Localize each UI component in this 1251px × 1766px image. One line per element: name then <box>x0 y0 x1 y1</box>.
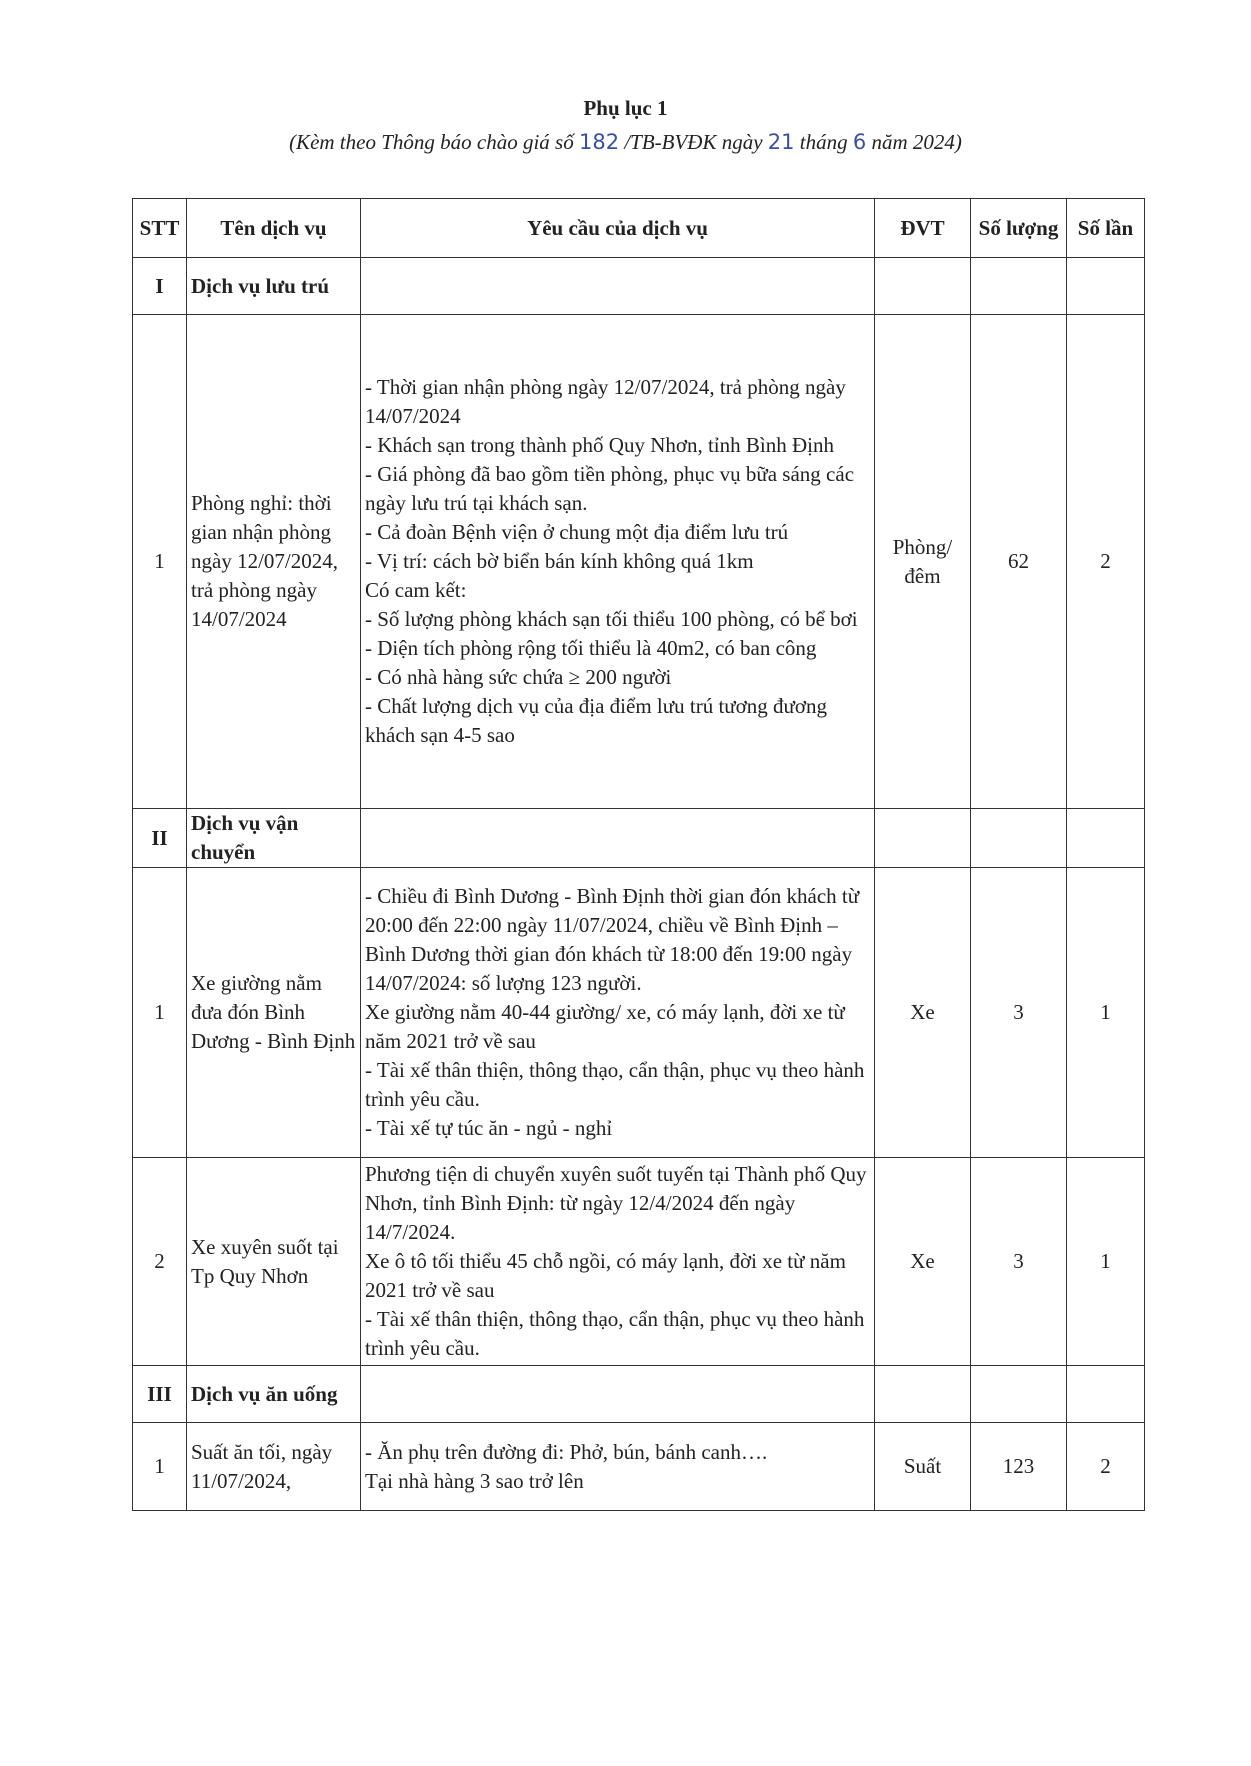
header-times: Số lần <box>1067 199 1145 258</box>
handwritten-doc-number: 182 <box>578 130 620 154</box>
row-times: 2 <box>1067 1423 1145 1511</box>
requirement-line: - Tài xế thân thiện, thông thạo, cẩn thận, phục vụ theo hành trình yêu cầu. <box>365 1307 865 1360</box>
row-service-name: Xe xuyên suốt tại Tp Quy Nhơn <box>187 1158 361 1366</box>
row-times: 2 <box>1067 315 1145 809</box>
empty-cell <box>1067 258 1145 315</box>
section-row <box>133 809 1145 868</box>
requirement-line: Xe giường nằm 40-44 giường/ xe, có máy lạnh, đời xe từ năm 2021 trở về sau <box>365 1000 845 1053</box>
requirement-line: - Chiều đi Bình Dương - Bình Định thời gian đón khách từ 20:00 đến 22:00 ngày 11/07/2024, chiều về Bình Định – Bình Dương thời gian đón khách từ 18:00 đến 19:00 ngày 14/07/2024: số lượng 123 người. <box>365 884 860 995</box>
page-title: Phụ lục 1 <box>583 96 668 120</box>
empty-cell <box>361 809 875 868</box>
requirement-line: Xe ô tô tối thiểu 45 chỗ ngồi, có máy lạnh, đời xe từ năm 2021 trở về sau <box>365 1249 846 1302</box>
requirement-line: - Diện tích phòng rộng tối thiểu là 40m2, có ban công <box>365 636 817 660</box>
requirement-line: - Thời gian nhận phòng ngày 12/07/2024, trả phòng ngày 14/07/2024 <box>365 375 846 428</box>
section-stt: I <box>133 258 187 315</box>
handwritten-day: 21 <box>767 130 795 154</box>
services-table <box>132 198 1145 1511</box>
section-stt: II <box>133 809 187 868</box>
row-stt: 2 <box>133 1158 187 1366</box>
handwritten-month: 6 <box>852 130 867 154</box>
table-header-row <box>133 199 1145 258</box>
row-stt: 1 <box>133 315 187 809</box>
requirement-line: Phương tiện di chuyển xuyên suốt tuyến tại Thành phố Quy Nhơn, tỉnh Bình Định: từ ngày 12/4/2024 đến ngày 14/7/2024. <box>365 1162 867 1244</box>
table-row <box>133 868 1145 1158</box>
row-service-name: Xe giường nằm đưa đón Bình Dương - Bình Định <box>187 868 361 1158</box>
requirement-line: - Số lượng phòng khách sạn tối thiểu 100 phòng, có bể bơi <box>365 607 858 631</box>
section-name: Dịch vụ lưu trú <box>187 258 361 315</box>
header-unit: ĐVT <box>875 199 971 258</box>
header-requirements: Yêu cầu của dịch vụ <box>361 199 875 258</box>
empty-cell <box>361 258 875 315</box>
row-quantity: 3 <box>971 868 1067 1158</box>
subtitle-text-3: tháng <box>794 130 853 154</box>
empty-cell <box>971 258 1067 315</box>
requirement-line: - Chất lượng dịch vụ của địa điểm lưu trú tương đương khách sạn 4-5 sao <box>365 694 828 747</box>
row-service-name: Suất ăn tối, ngày 11/07/2024, <box>187 1423 361 1511</box>
subtitle-text-2: /TB-BVĐK ngày <box>619 130 768 154</box>
row-stt: 1 <box>133 868 187 1158</box>
requirement-line: - Vị trí: cách bờ biển bán kính không quá 1km <box>365 549 754 573</box>
requirement-line: - Ăn phụ trên đường đi: Phở, bún, bánh canh…. <box>365 1439 768 1464</box>
empty-cell <box>875 809 971 868</box>
empty-cell <box>1067 809 1145 868</box>
requirement-line: - Có nhà hàng sức chứa ≥ 200 người <box>365 665 672 689</box>
requirement-line: - Cả đoàn Bệnh viện ở chung một địa điểm lưu trú <box>365 520 789 544</box>
requirement-line: - Khách sạn trong thành phố Quy Nhơn, tỉnh Bình Định <box>365 433 834 457</box>
subtitle-text-1: (Kèm theo Thông báo chào giá số <box>289 130 579 154</box>
empty-cell <box>1067 1366 1145 1423</box>
empty-cell <box>971 1366 1067 1423</box>
row-stt: 1 <box>133 1423 187 1511</box>
empty-cell <box>875 258 971 315</box>
table-row <box>133 1158 1145 1366</box>
empty-cell <box>361 1366 875 1423</box>
row-service-name: Phòng nghỉ: thời gian nhận phòng ngày 12/07/2024, trả phòng ngày 14/07/2024 <box>187 315 361 809</box>
requirement-line: Tại nhà hàng 3 sao trở lên <box>365 1468 584 1493</box>
section-row <box>133 1366 1145 1423</box>
empty-cell <box>971 809 1067 868</box>
table-row <box>133 1423 1145 1511</box>
empty-cell <box>875 1366 971 1423</box>
section-name: Dịch vụ vận chuyển <box>187 809 361 868</box>
row-requirements <box>361 315 875 809</box>
row-requirements <box>361 1158 875 1366</box>
header-quantity: Số lượng <box>971 199 1067 258</box>
row-unit: Xe <box>875 1158 971 1366</box>
subtitle-text-4: năm 2024) <box>866 130 962 154</box>
requirement-line: - Giá phòng đã bao gồm tiền phòng, phục vụ bữa sáng các ngày lưu trú tại khách sạn. <box>365 462 855 515</box>
row-quantity: 123 <box>971 1423 1067 1511</box>
requirement-line: Có cam kết: <box>365 578 467 602</box>
section-stt: III <box>133 1366 187 1423</box>
table-row <box>133 315 1145 809</box>
row-times: 1 <box>1067 1158 1145 1366</box>
row-requirements <box>361 868 875 1158</box>
header-stt: STT <box>133 199 187 258</box>
section-name: Dịch vụ ăn uống <box>187 1366 361 1423</box>
row-quantity: 62 <box>971 315 1067 809</box>
row-unit: Suất <box>875 1423 971 1511</box>
requirement-line: - Tài xế thân thiện, thông thạo, cẩn thận, phục vụ theo hành trình yêu cầu. <box>365 1058 865 1111</box>
row-unit: Phòng/ đêm <box>875 315 971 809</box>
row-times: 1 <box>1067 868 1145 1158</box>
requirement-line: - Tài xế tự túc ăn - ngủ - nghỉ <box>365 1116 613 1140</box>
row-quantity: 3 <box>971 1158 1067 1366</box>
page-subtitle <box>0 130 1251 155</box>
section-row <box>133 258 1145 315</box>
header-service-name: Tên dịch vụ <box>187 199 361 258</box>
row-unit: Xe <box>875 868 971 1158</box>
row-requirements <box>361 1423 875 1511</box>
